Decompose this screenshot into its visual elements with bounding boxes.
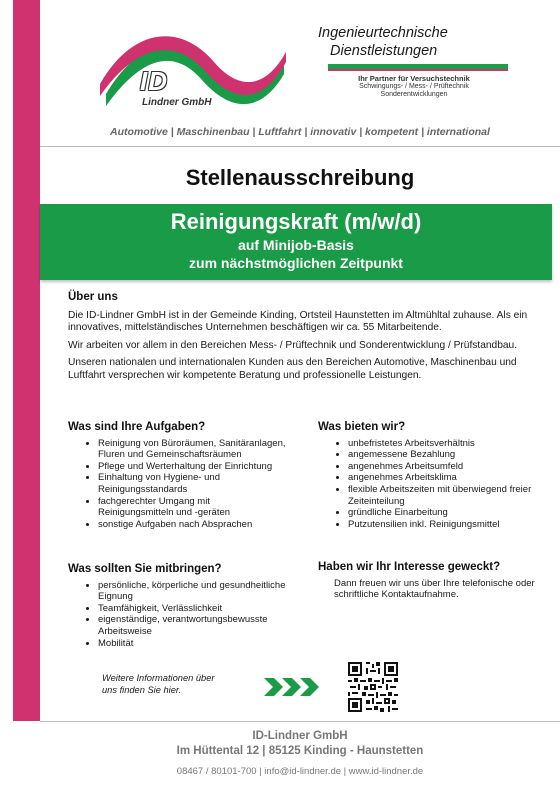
brand-tagline-sub-1: Schwingungs- / Mess- / Prüftechnik <box>359 83 469 90</box>
list-item: • unbefristetes Arbeitsverhältnis <box>348 438 540 450</box>
more-info-line-2: uns finden Sie hier. <box>102 685 182 695</box>
chevron-right-arrows-icon <box>262 676 322 698</box>
list-item: • Teamfähigkeit, Verlässlichkeit <box>98 603 300 615</box>
list-item: • angenehmes Arbeitsumfeld <box>348 461 540 473</box>
logo-brand-sub: Lindner GmbH <box>142 97 212 108</box>
list-item: • eigenständige, verantwortungsbewusste Arbeitsweise <box>98 614 300 637</box>
about-section <box>68 291 550 387</box>
more-info-line-1: Weitere Informationen über <box>102 673 215 683</box>
list-item: • angemessene Bezahlung <box>348 449 540 461</box>
brand-rule <box>328 64 508 71</box>
about-paragraph-3: Unseren nationalen und internationalen Kunden aus den Bereichen Automotive, Maschinenbau und Luftfahrt versprechen wir kompetente Beratung und professionelle Leistungen. <box>68 357 517 381</box>
job-subtitle-1: auf Minijob-Basis <box>238 237 354 253</box>
list-item: • Mobilität <box>98 638 300 650</box>
footer-company: ID-Lindner GmbH <box>252 730 348 742</box>
tasks-list <box>68 438 288 531</box>
requirements-list <box>68 580 300 650</box>
brand-line-1: Ingenieurtechnische <box>318 25 448 41</box>
footer-address: Im Hüttental 12 | 85125 Kinding - Haunstetten <box>176 745 424 757</box>
list-item: • flexible Arbeitszeiten mit überwiegend freier Zeiteinteilung <box>348 484 540 507</box>
job-subtitle-2: zum nächstmöglichen Zeitpunkt <box>189 255 403 271</box>
brand-block <box>318 24 508 99</box>
list-item: • angenehmes Arbeitsklima <box>348 472 540 484</box>
logo-brand-text: ID <box>140 66 168 96</box>
divider-bottom <box>40 721 560 722</box>
brand-tagline-sub-2: Sonderentwicklungen <box>380 91 448 98</box>
list-item: • Einhaltung von Hygiene- und Reinigungsstandards <box>98 472 288 495</box>
interest-text: Dann freuen wir uns über Ihre telefonische oder schriftliche Kontaktaufnahme. <box>334 577 535 601</box>
brand-line-2: Dienstleistungen <box>330 43 438 59</box>
list-item: • sonstige Aufgaben nach Absprachen <box>98 519 288 531</box>
about-paragraph-2: Wir arbeiten vor allem in den Bereichen Mess- / Prüftechnik und Sonderentwicklung / Prüfstandbau. <box>68 339 518 351</box>
offer-section <box>318 422 540 530</box>
offer-list <box>318 438 540 531</box>
list-item: • Putzutensilien inkl. Reinigungsmittel <box>348 519 540 531</box>
more-info-note <box>102 672 214 696</box>
brand-tagline: Ihr Partner für Versuchstechnik <box>358 74 470 83</box>
divider-top <box>40 146 560 147</box>
job-banner <box>40 204 552 280</box>
footer-contact[interactable]: 08467 / 80101-700 | info@id-lindner.de | www.id-lindner.de <box>176 766 424 777</box>
list-item: • Reinigung von Büroräumen, Sanitäranlagen, Fluren und Gemeinschaftsräumen <box>98 438 288 461</box>
left-accent-bar <box>13 0 40 721</box>
page-title: Stellenausschreibung <box>185 165 415 190</box>
interest-title: Haben wir Ihr Interesse geweckt? <box>318 561 501 573</box>
about-paragraph-1: Die ID-Lindner GmbH ist in der Gemeinde Kinding, Ortsteil Haunstetten im Altmühltal zuhause. Als ein innovatives, mittelständisches Unternehmen beschäftigen wir ca. 55 Mitarbeitende. <box>68 309 528 333</box>
company-tagline: Automotive | Maschinenbau | Luftfahrt | innovativ | kompetent | international <box>110 126 490 138</box>
qr-code-icon[interactable] <box>348 662 398 712</box>
list-item: • Pflege und Werterhaltung der Einrichtung <box>98 461 288 473</box>
list-item: • gründliche Einarbeitung <box>348 507 540 519</box>
about-title: Über uns <box>68 291 118 303</box>
list-item: • fachgerechter Umgang mit Reinigungsmitteln und -geräten <box>98 496 288 519</box>
interest-section <box>318 562 540 601</box>
tasks-title: Was sind Ihre Aufgaben? <box>68 421 206 433</box>
job-title: Reinigungskraft (m/w/d) <box>170 209 422 234</box>
tasks-section <box>68 422 288 530</box>
list-item: • persönliche, körperliche und gesundheitliche Eignung <box>98 580 300 603</box>
offer-title: Was bieten wir? <box>318 421 406 433</box>
requirements-title: Was sollten Sie mitbringen? <box>68 563 222 575</box>
requirements-section <box>68 564 300 649</box>
